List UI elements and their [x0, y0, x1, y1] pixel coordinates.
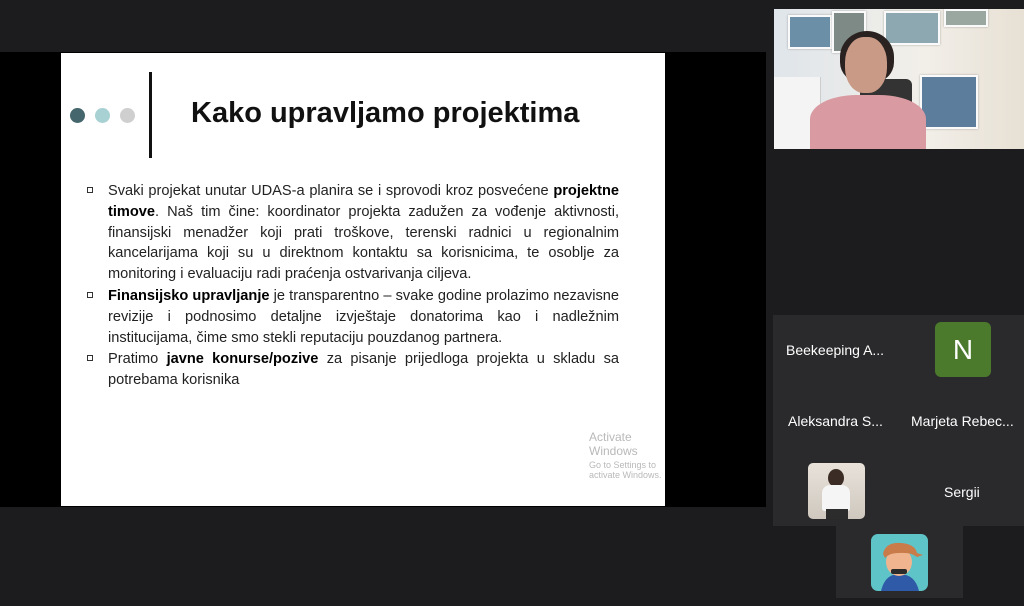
wall-painting [884, 11, 940, 45]
wall-painting [944, 9, 988, 27]
bullet-text: . Naš tim čine: koordinator projekta zadužen za vođenje aktivnosti, finansijski menadžer koji prati troškove, terenski radnici u regionalnim kancelarijama koji su u direktnom kontaktu sa korisnicima, te osoblje za monitoring i evaluaciju radi praćenja ostvarivanja ciljeva. [108, 203, 619, 283]
activate-windows-watermark [589, 430, 665, 480]
participant-name[interactable]: Aleksandra S... [788, 413, 883, 429]
bullet-emphasis: Finansijsko upravljanje [108, 287, 270, 304]
active-speaker-video[interactable] [774, 9, 1024, 149]
presentation-slide [61, 53, 665, 506]
bullet-text: za pisanje prijedloga projekta u skladu sa potrebama korisnika [108, 351, 619, 389]
wall-painting [920, 75, 978, 129]
decoration-dot [95, 108, 110, 123]
cartoon-avatar[interactable] [871, 534, 928, 591]
slide-decoration-dots [70, 108, 135, 123]
bullet-square-icon [87, 187, 93, 193]
speaker-face [845, 37, 887, 93]
bullet-emphasis: projektne timove [108, 183, 619, 220]
participant-avatar-initial[interactable]: N [935, 322, 991, 377]
bullet-item [85, 286, 619, 348]
participant-name[interactable]: Marjeta Rebec... [911, 413, 1014, 429]
bullet-emphasis: javne konurse/pozive [166, 351, 319, 368]
watermark-subtitle: Go to Settings to activate Windows. [589, 460, 662, 480]
title-divider [149, 72, 152, 158]
wall-painting [788, 15, 832, 49]
photo-person-legs [826, 509, 848, 519]
slide-title: Kako upravljamo projektima [191, 97, 580, 129]
cartoon-avatar-icon [871, 534, 928, 591]
bullet-list [85, 181, 619, 392]
decoration-dot [120, 108, 135, 123]
bullet-text: Pratimo [108, 351, 167, 368]
participant-photo-avatar[interactable] [808, 463, 865, 519]
bullet-text: Svaki projekat unutar UDAS-a planira se i sprovodi kroz posvećene [108, 183, 554, 199]
participant-name[interactable]: Sergii [944, 484, 980, 500]
bullet-item [85, 181, 619, 285]
bullet-text: je transparentno – svake godine prolazimo nezavisne revizije i podnosimo detaljne izvještaje donatorima kao i nadležnim institucijama, čime smo stekli reputaciju pouzdanog partnera. [108, 287, 619, 346]
decoration-dot [70, 108, 85, 123]
watermark-title: Activate Windows [589, 430, 638, 458]
photo-person-body [822, 485, 850, 511]
speaker-body [810, 95, 926, 149]
bullet-square-icon [87, 355, 93, 361]
bullet-item [85, 349, 619, 391]
participant-name[interactable]: Beekeeping A... [786, 342, 885, 358]
bullet-square-icon [87, 292, 93, 298]
